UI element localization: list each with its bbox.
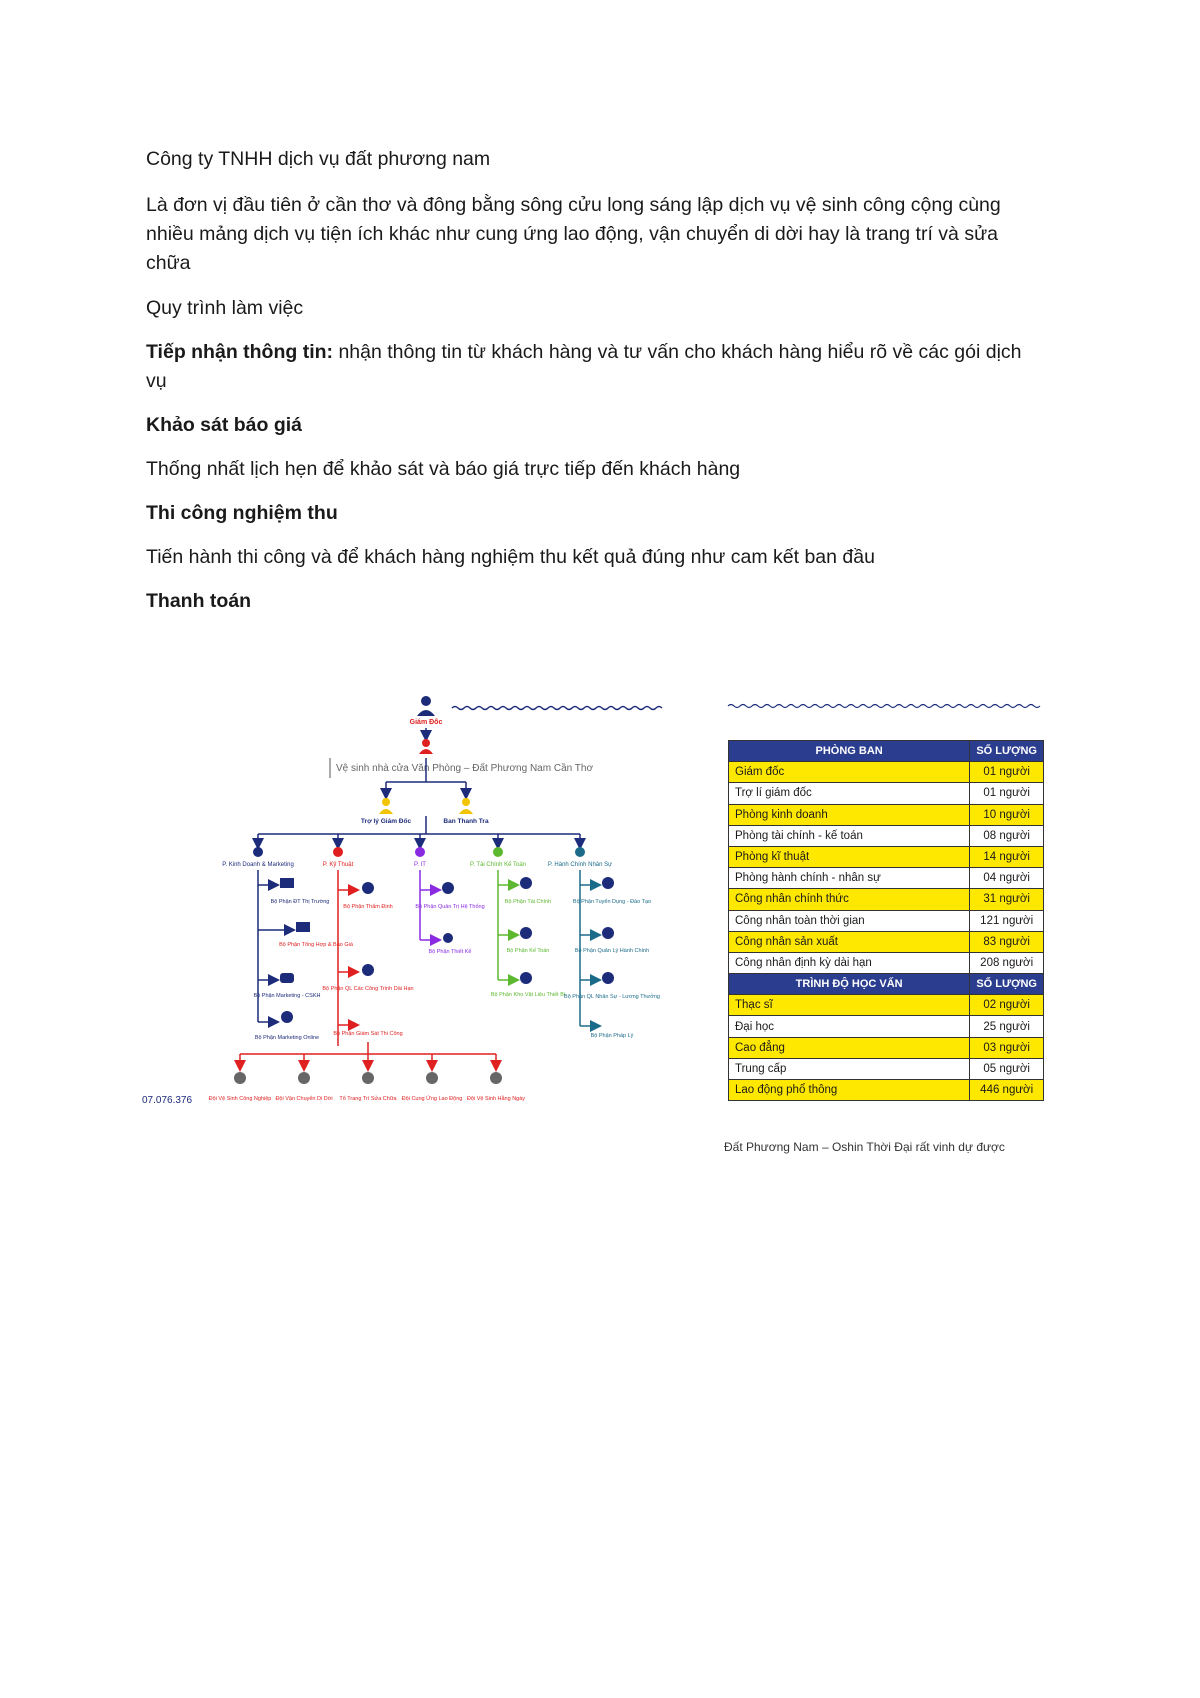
org-subtitle: Vệ sinh nhà cửa Văn Phòng – Đất Phương Nam Cần Thơ: [336, 763, 594, 774]
row-value: 31 người: [970, 889, 1044, 910]
row-label: Lao động phổ thông: [729, 1080, 970, 1101]
d2-unit1: Bộ Phận Thẩm Định: [343, 904, 393, 910]
inspection-label: Ban Thanh Tra: [443, 818, 489, 825]
team-icons: [234, 1072, 502, 1084]
header-education: TRÌNH ĐỘ HỌC VẤN: [729, 974, 970, 995]
admin-icon: [602, 927, 614, 939]
d4-unit2: Bộ Phận Kế Toán: [506, 948, 550, 954]
team-label: Đội Vệ Sinh Công Nghiệp: [208, 1096, 272, 1102]
step2-heading: Khảo sát báo giá: [146, 414, 303, 436]
row-label: Cao đẳng: [729, 1037, 970, 1058]
row-label: Trung cấp: [729, 1058, 970, 1079]
staff-table: [728, 740, 1044, 1101]
dept2-label: P. Kỹ Thuật: [322, 862, 354, 868]
d4-unit3: Bộ Phận Kho Vật Liệu Thiết Bị: [490, 992, 566, 998]
table-row: [729, 868, 1044, 889]
row-label: Công nhân định kỳ dài hạn: [729, 952, 970, 973]
warehouse-icon: [520, 972, 532, 984]
row-label: Giám đốc: [729, 762, 970, 783]
process-heading: Quy trình làm việc: [146, 297, 304, 319]
d4-unit1: Bộ Phận Tài Chính: [504, 899, 552, 905]
row-label: Công nhân sản xuất: [729, 931, 970, 952]
table-row: [729, 889, 1044, 910]
d5-unit4: Bộ Phận Pháp Lý: [590, 1033, 634, 1039]
dept5-label: P. Hành Chính Nhân Sự: [547, 862, 613, 868]
team-label: Đội Cung Ứng Lao Động: [401, 1096, 463, 1102]
team-icon: [362, 882, 374, 894]
step3-text: Tiến hành thi công và để khách hàng nghiệm thu kết quả đúng như cam kết ban đầu: [146, 546, 875, 568]
row-value: 01 người: [970, 762, 1044, 783]
person-icon: [419, 739, 433, 754]
step1-paragraph: [146, 338, 1046, 396]
table-row: [729, 952, 1044, 973]
team-label: Đội Vận Chuyển Di Dời: [275, 1096, 333, 1102]
row-label: Phòng kĩ thuật: [729, 846, 970, 867]
d3-unit2: Bộ Phận Thiết Kế: [428, 949, 472, 955]
server-icon: [442, 882, 454, 894]
team-label: Đội Vệ Sinh Hằng Ngày: [466, 1096, 526, 1102]
row-value: 03 người: [970, 1037, 1044, 1058]
step3-heading: Thi công nghiệm thu: [146, 502, 338, 524]
d5-unit1: Bộ Phận Tuyển Dụng - Đào Tạo: [572, 899, 652, 905]
step2-text: Thống nhất lịch hẹn để khảo sát và báo giá trực tiếp đến khách hàng: [146, 458, 741, 480]
row-label: Phòng kinh doanh: [729, 804, 970, 825]
header-count-2: SỐ LƯỢNG: [970, 974, 1044, 995]
d1-unit1: Bộ Phận ĐT Thị Trường: [270, 899, 330, 905]
row-value: 25 người: [970, 1016, 1044, 1037]
row-value: 14 người: [970, 846, 1044, 867]
dept1-label: P. Kinh Doanh & Marketing: [222, 862, 294, 868]
row-value: 83 người: [970, 931, 1044, 952]
person-icon: [379, 798, 393, 814]
row-value: 121 người: [970, 910, 1044, 931]
table-row: [729, 931, 1044, 952]
d1-unit3: Bộ Phận Marketing - CSKH: [253, 993, 321, 999]
row-label: Thạc sĩ: [729, 995, 970, 1016]
row-label: Công nhân toàn thời gian: [729, 910, 970, 931]
dept3-label: P. IT: [414, 862, 426, 868]
table-wavy-divider: [726, 700, 1042, 712]
table-row: [729, 1080, 1044, 1101]
recruit-icon: [602, 877, 614, 889]
row-value: 02 người: [970, 995, 1044, 1016]
d1-unit4: Bộ Phận Marketing Online: [254, 1035, 320, 1041]
table-row: [729, 1058, 1044, 1079]
assistant-label: Trợ lý Giám Đốc: [360, 818, 412, 825]
org-chart: [140, 690, 680, 1160]
table-row: [729, 846, 1044, 867]
row-value: 04 người: [970, 868, 1044, 889]
money-icon: [520, 927, 532, 939]
monitor-icon: [296, 922, 310, 932]
row-value: 05 người: [970, 1058, 1044, 1079]
d1-unit2: Bộ Phận Tổng Hợp & Báo Giá: [279, 942, 353, 948]
row-value: 10 người: [970, 804, 1044, 825]
table-row: [729, 995, 1044, 1016]
row-label: Phòng hành chính - nhân sự: [729, 868, 970, 889]
person-icon: [417, 696, 435, 716]
d2-unit3: Bộ Phận Giám Sát Thi Công: [333, 1031, 403, 1037]
person-icon: [459, 798, 473, 814]
team-icon: [362, 964, 374, 976]
intro-paragraph: Là đơn vị đầu tiên ở cần thơ và đông bằng sông cửu long sáng lập dịch vụ vệ sinh công cộng cùng nhiều mảng dịch vụ tiện ích khác như cung ứng lao động, vận chuyển di dời hay là trang trí và sửa chữa: [146, 194, 1001, 274]
table-row: [729, 1016, 1044, 1037]
design-icon: [443, 933, 453, 943]
table-caption: Đất Phương Nam – Oshin Thời Đại rất vinh dự được: [724, 1140, 1005, 1154]
header-department: PHÒNG BAN: [729, 741, 970, 762]
row-value: 08 người: [970, 825, 1044, 846]
step1-text: nhận thông tin từ khách hàng và tư vấn cho khách hàng hiểu rõ về các gói dịch vụ: [146, 341, 1022, 392]
row-label: Phòng tài chính - kế toán: [729, 825, 970, 846]
row-label: Công nhân chính thức: [729, 889, 970, 910]
row-label: Đại học: [729, 1016, 970, 1037]
table-row: [729, 762, 1044, 783]
company-title: Công ty TNHH dịch vụ đất phương nam: [146, 148, 491, 170]
table-row: [729, 910, 1044, 931]
table-row: [729, 825, 1044, 846]
dept-icons: [253, 847, 585, 857]
row-label: Trợ lí giám đốc: [729, 783, 970, 804]
table-row: [729, 783, 1044, 804]
row-value: 01 người: [970, 783, 1044, 804]
d5-unit2: Bộ Phận Quản Lý Hành Chính: [574, 948, 650, 954]
table-row: [729, 1037, 1044, 1058]
d3-unit1: Bộ Phận Quản Trị Hệ Thống: [415, 904, 485, 910]
step4-heading: Thanh toán: [146, 590, 252, 612]
computer-icon: [280, 878, 294, 888]
wavy-divider: [452, 707, 662, 710]
salary-icon: [602, 972, 614, 984]
director-label: Giám Đốc: [409, 719, 443, 726]
row-value: 208 người: [970, 952, 1044, 973]
person-icon: [281, 1011, 293, 1023]
d2-unit2: Bộ Phận QL Các Công Trình Dài Hạn: [322, 986, 414, 992]
step1-label: Tiếp nhận thông tin:: [146, 341, 334, 363]
dept4-label: P. Tài Chính Kế Toán: [469, 862, 527, 868]
team-label: Tổ Trang Trí Sửa Chữa: [339, 1096, 397, 1102]
phone-icon: [280, 973, 294, 983]
header-count: SỐ LƯỢNG: [970, 741, 1044, 762]
row-value: 446 người: [970, 1080, 1044, 1101]
table-row: [729, 804, 1044, 825]
document-body: [146, 145, 1046, 616]
d5-unit3: Bộ Phận QL Nhân Sự - Lương Thưởng: [564, 994, 660, 1000]
bank-icon: [520, 877, 532, 889]
phone-number: 07.076.376: [142, 1095, 193, 1106]
